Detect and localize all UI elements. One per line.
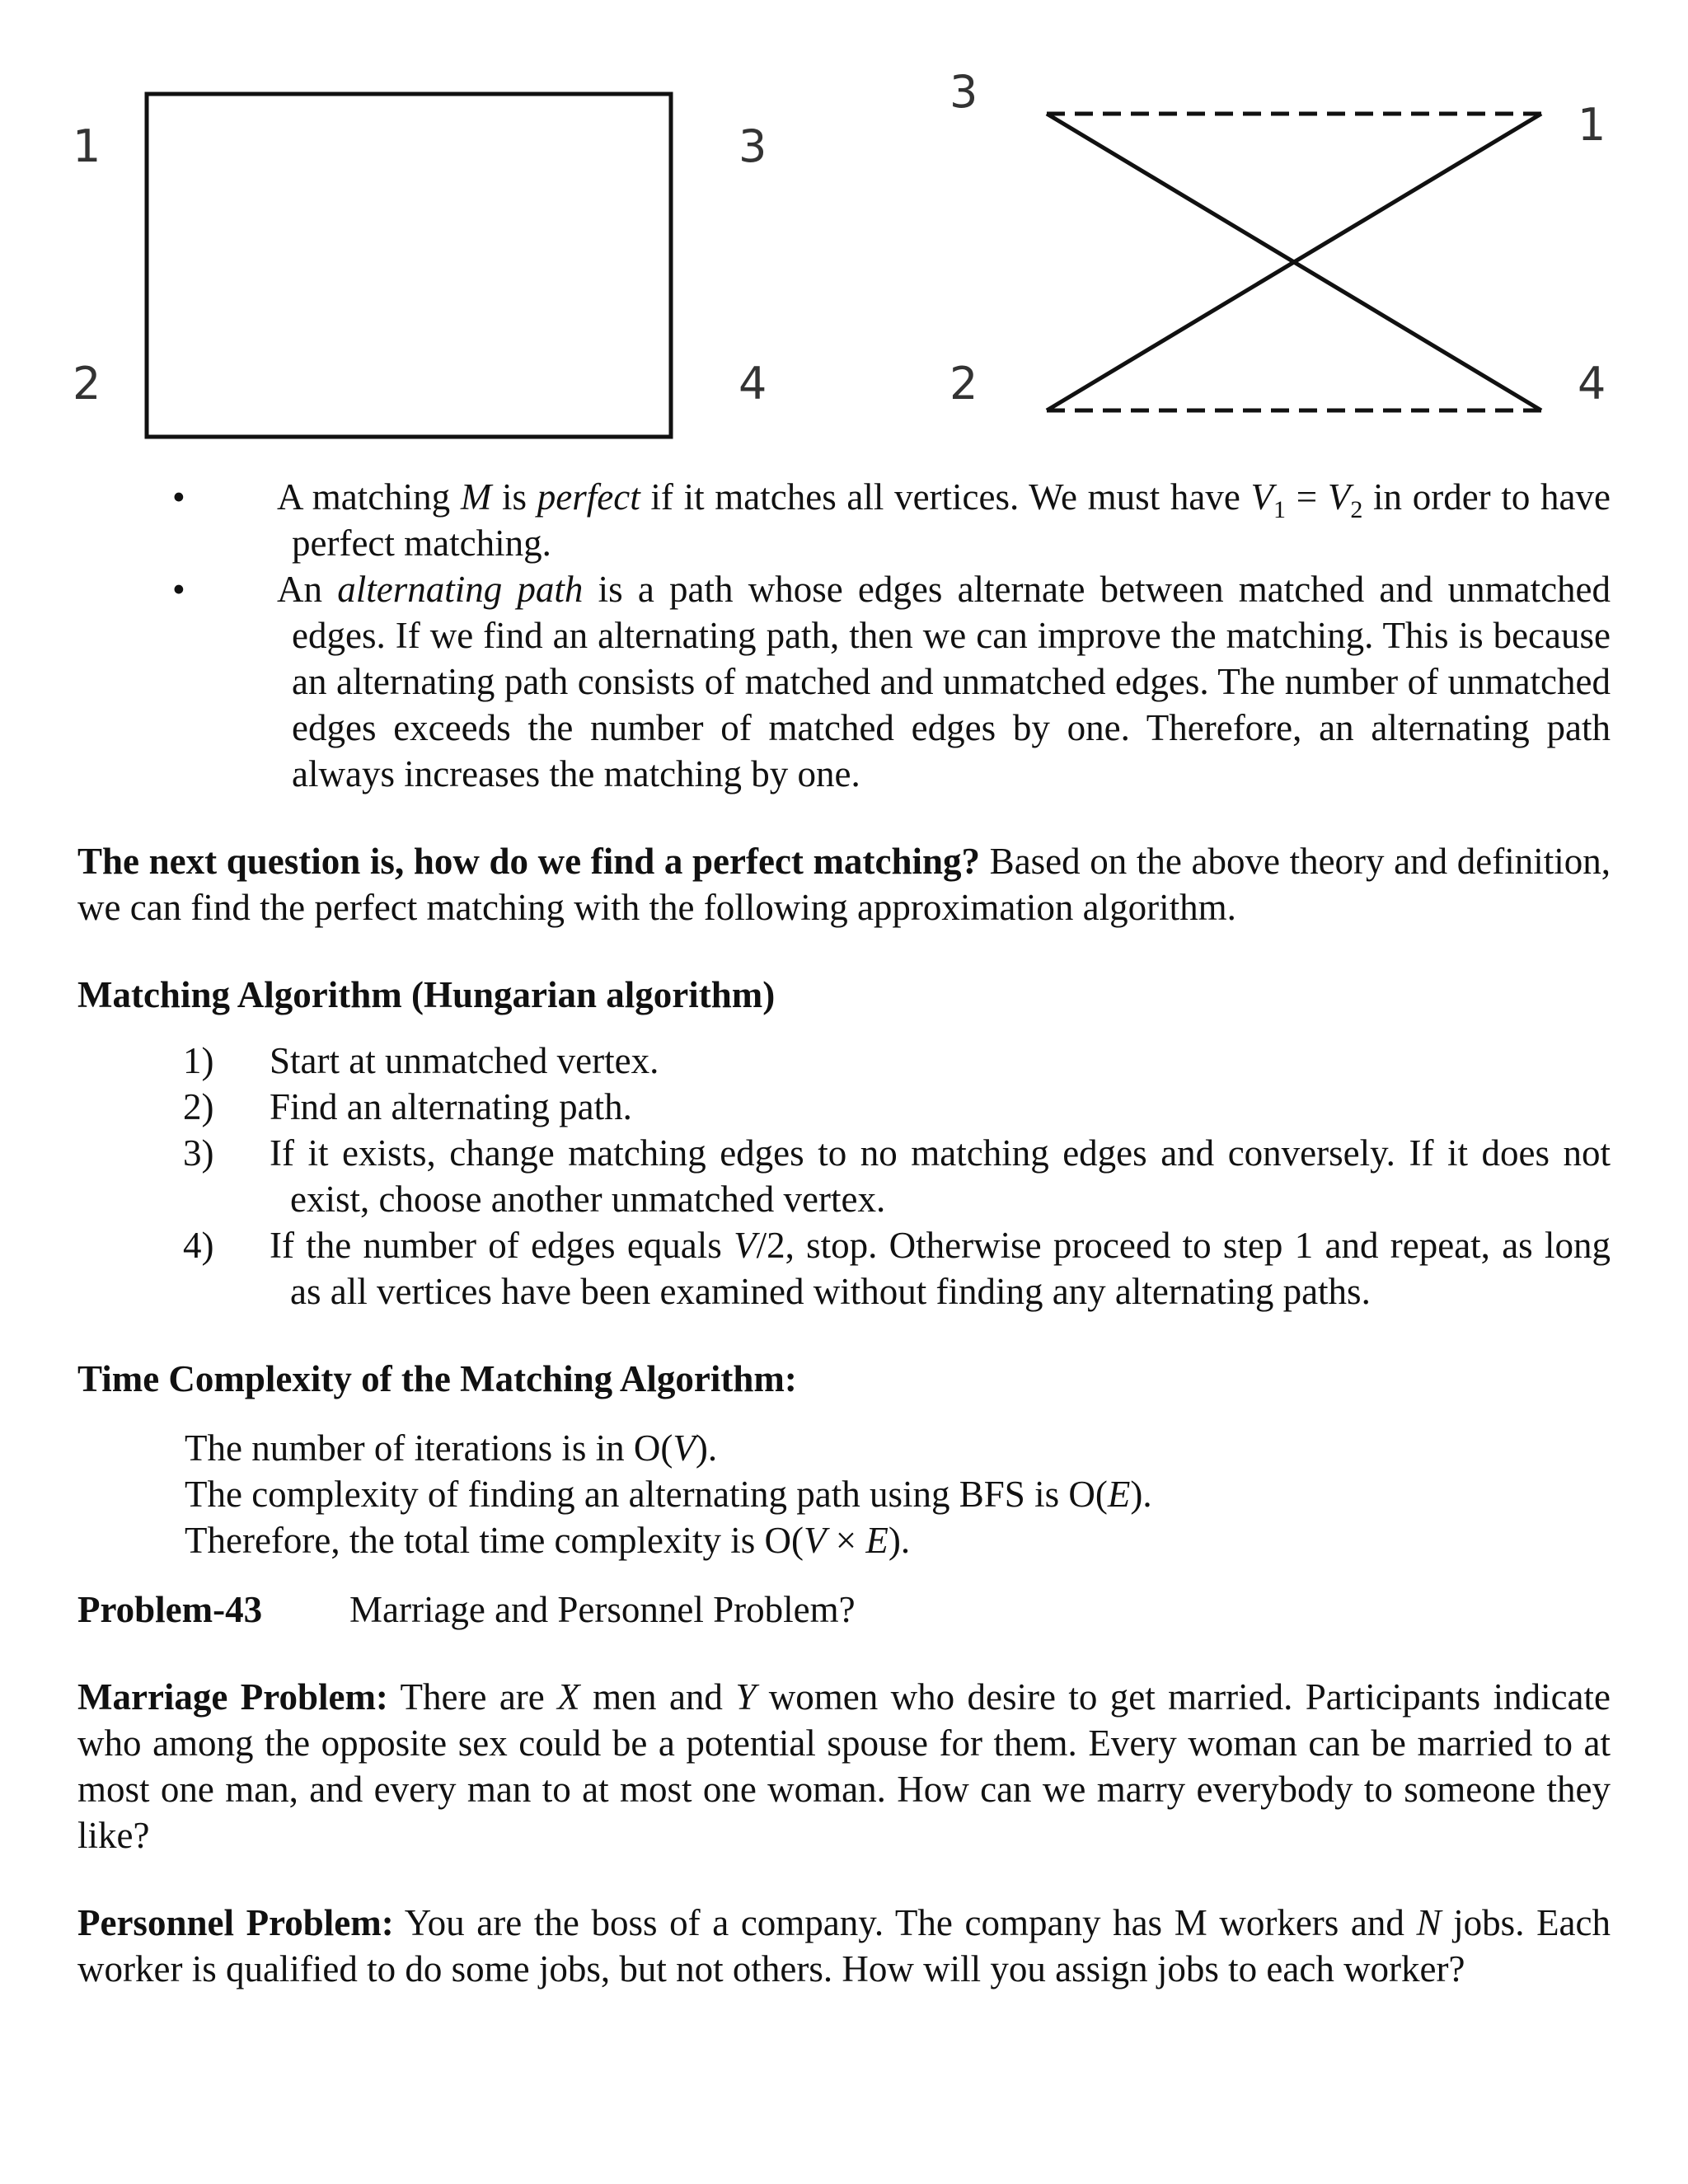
complexity-line: Therefore, the total time complexity is O(V × E). [185, 1520, 911, 1561]
left-graph-rectangle [147, 94, 671, 437]
personnel-problem-paragraph: Personnel Problem: You are the boss of a company. The company has M workers and N jobs. Each worker is qualified to do some jobs, but not others. How will you assign jobs to each worker? [77, 1902, 1611, 1990]
right-vertex-1: 1 [1578, 99, 1606, 151]
page-content [77, 474, 1611, 1992]
right-vertex-3: 3 [950, 66, 978, 118]
complexity-heading: Time Complexity of the Matching Algorithm: [77, 1358, 797, 1399]
complexity-line: The number of iterations is in O(V). [185, 1427, 718, 1469]
question-paragraph: The next question is, how do we find a perfect matching? Based on the above theory and definition, we can find the perfect matching with the following approximation algorithm. [77, 841, 1611, 928]
graph-figure [0, 0, 1688, 462]
algorithm-steps [77, 1038, 1611, 1315]
complexity-lines [185, 1425, 1611, 1563]
problem-number: Problem-43 [77, 1589, 263, 1630]
bullet-perfect-matching: • A matching M is perfect if it matches all vertices. We must have $V_1 = V_2$ in order to have perfect matching. [77, 474, 1611, 566]
algorithm-step: 2) Find an alternating path. [183, 1086, 632, 1127]
problem-title-line [77, 1586, 1611, 1633]
graph-diagrams [0, 0, 1688, 462]
right-vertex-4: 4 [1578, 358, 1606, 410]
algorithm-step: 4) If the number of edges equals V/2, stop. Otherwise proceed to step 1 and repeat, as long as all vertices have been examined without finding any alternating paths. [183, 1225, 1611, 1312]
definition-bullets [77, 474, 1611, 797]
bullet-alternating-path: • An alternating path is a path whose edges alternate between matched and unmatched edges. If we find an alternating path, then we can improve the matching. This is because an alternating path consists of matched and unmatched edges. The number of unmatched edges exceeds the number of matched edges by one. Therefore, an alternating path always increases the matching by one. [77, 566, 1611, 797]
left-vertex-2: 2 [73, 358, 101, 410]
right-vertex-2: 2 [950, 358, 978, 410]
left-vertex-1: 1 [73, 120, 101, 172]
left-vertex-4: 4 [738, 358, 767, 410]
left-vertex-3: 3 [738, 120, 767, 172]
problem-title: Marriage and Personnel Problem? [349, 1589, 856, 1630]
bullet-icon: • [172, 569, 185, 610]
algorithm-step: 3) If it exists, change matching edges to no matching edges and conversely. If it does not exist, choose another unmatched vertex. [183, 1132, 1611, 1220]
complexity-line: The complexity of finding an alternating path using BFS is O(E). [185, 1474, 1152, 1515]
marriage-problem-paragraph: Marriage Problem: There are X men and Y women who desire to get married. Participants indicate who among the opposite sex could be a potential spouse for them. Every woman can be married to at most one man, and every man to at most one woman. How can we marry everybody to someone they like? [77, 1676, 1611, 1856]
algorithm-heading: Matching Algorithm (Hungarian algorithm) [77, 974, 776, 1015]
algorithm-step: 1) Start at unmatched vertex. [183, 1040, 659, 1081]
bullet-icon: • [172, 476, 185, 518]
